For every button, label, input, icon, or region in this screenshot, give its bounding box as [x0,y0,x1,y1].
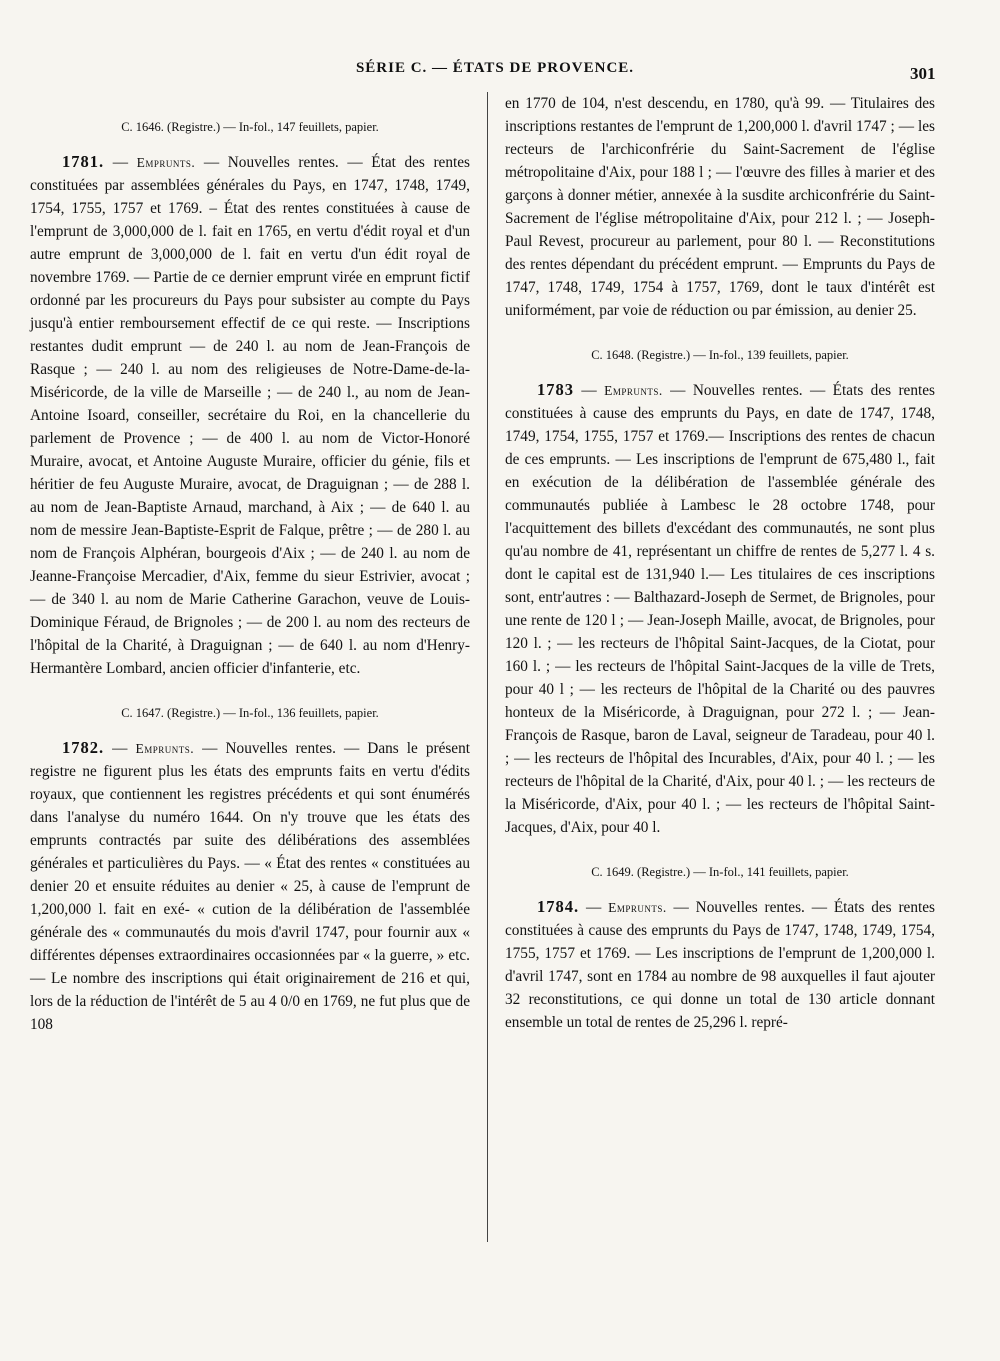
catalog-reference-1646: C. 1646. (Registre.) — In-fol., 147 feuillets, papier. [121,120,379,134]
catalog-reference-1648: C. 1648. (Registre.) — In-fol., 139 feuillets, papier. [591,348,849,362]
entry-keyword: Emprunts. [608,900,667,915]
entry-keyword: Emprunts. [136,155,196,170]
entry-year: 1781. [62,152,105,171]
entry-text: — Nouvelles rentes. — États des rentes constituées à cause des emprunts du Pays, en date de 1747, 1748, 1749, 1754, 1755, 1757 et 1769.— Inscriptions des rentes de chacun de ces emprunts. — Les inscriptions de l'emprunt de 675,480 l., fait en exécution de la délibération de l'assemblée générale des communautés publiée à Lambesc le 28 octobre 1748, pour l'acquittement des billets d'excédant des communautés, ne sont plus qu'au nombre de 41, représentant un chiffre de rentes de 5,277 l. 4 s. dont le capital est de 131,940 l.— Les titulaires de ces inscriptions sont, entr'autres : — Balthazard-Joseph de Sermet, de Brignoles, pour une rente de 120 l ; — Jean-Joseph Maille, avocat, de Brignoles, pour 120 l. ; — les recteurs de l'hôpital Saint-Jacques, de la Ciotat, pour 160 l. ; — les recteurs de l'hôpital Saint-Jacques de la ville de Trets, pour 40 l ; — les recteurs de l'hôpital de la Charité ou des pauvres honteux de la Miséricorde, à Draguignan, pour 272 l. ; — Jean-François de Rasque, baron de Laval, seigneur de Taradeau, pour 40 l. ; — les recteurs de l'hôpital des Incurables, d'Aix, pour 40 l. ; — les recteurs de l'hôpital de la Charité, d'Aix, pour 40 l. ; — les recteurs de la Miséricorde, d'Aix, pour 40 l. ; — les recteurs de l'hôpital Saint-Jacques, d'Aix, pour 40 l. [505,382,935,836]
entry-separator: — [574,382,605,399]
entry-separator: — [104,154,137,171]
running-title: SÉRIE C. — ÉTATS DE PROVENCE. [355,60,635,76]
entry-text: — Nouvelles rentes. — État des rentes constituées par assemblées générales du Pays, en 1747, 1748, 1749, 1754, 1755, 1757 et 1769. – État des rentes constituées à cause de l'emprunt de 3,000,000 de l. fait en 1765, en vertu d'édit royal et d'un autre emprunt de 3,000,000 de l. fait en vertu d'un édit royal de novembre 1769. — Partie de ce dernier emprunt virée en emprunt fictif ordonné par les procureurs du Pays pour subsister au compte du Pays jusqu'à entier remboursement effectif de ce qui reste. — Inscriptions restantes dudit emprunt — de 240 l. au nom de Jean-François de Rasque ; — 240 l. au nom des religieuses de Notre-Dame-de-la-Miséricorde, de la ville de Marseille ; — de 240 l., au nom de Jean-Antoine Isoard, conseiller, secrétaire du Roi, en la chancellerie du parlement de Provence ; — de 400 l. au nom de Victor-Honoré Muraire, avocat, et Antoine Auguste Muraire, officier du génie, fils et héritier de feu Auguste Muraire, avocat, de Draguignan ; — de 288 l. au nom de Jean-Baptiste Arnaud, marchand, à Aix ; — de 640 l. au nom de messire Jean-Baptiste-Esprit de Falque, prêtre ; — de 280 l. au nom de François Alphéran, bourgeois d'Aix ; — de 240 l. au nom de Jeanne-Françoise Mercadier, d'Aix, femme du sieur Estrivier, avocat ; — de 340 l. au nom de Marie Catherine Garachon, veuve de Louis-Dominique Féraud, de Brignoles ; — de 200 l. au nom des recteurs de l'hôpital de la Charité, à Draguignan ; — de 640 l. au nom d'Henry-Hermantère Lombard, ancien officier d'infanterie, etc. [30,154,470,677]
entry-year: 1782. [62,738,105,757]
entry-keyword: Emprunts. [135,741,195,756]
catalog-reference-1647: C. 1647. (Registre.) — In-fol., 136 feuillets, papier. [121,706,379,720]
entry-1781 [30,150,470,680]
entry-separator: — [579,899,609,916]
entry-1783 [505,378,935,839]
entry-keyword: Emprunts. [604,383,663,398]
entry-1782-continuation: en 1770 de 104, n'est descendu, en 1780, qu'à 99. — Titulaires des inscriptions restantes de l'emprunt de 1,200,000 l. d'avril 1747 ; — les recteurs de l'archiconfrérie du Saint-Sacrement de l'église métropolitaine d'Aix, pour 188 l ; — l'œuvre des filles à marier et des garçons à donner métier, annexée à la susdite archiconfrérie du Saint-Sacrement de l'église métropolitaine d'Aix, pour 212 l. ; — Joseph-Paul Revest, procureur au parlement, pour 80 l. — Reconstitutions des rentes dépendant du précédent emprunt. — Emprunts du Pays de 1747, 1748, 1749, 1754 à 1757, 1769, dont le taux d'intérêt est uniformément, par voie de réduction ou par émission, au denier 25. [505,95,935,319]
entry-year: 1784. [537,897,580,916]
catalog-reference-1649: C. 1649. (Registre.) — In-fol., 141 feuillets, papier. [591,865,849,879]
left-column [30,118,470,1036]
entry-1784 [505,895,935,1034]
page-number: 301 [910,64,936,83]
entry-1782 [30,736,470,1036]
right-column [505,92,935,1034]
column-divider [487,92,488,1242]
entry-text: — Nouvelles rentes. — États des rentes constituées à cause des emprunts du Pays de 1747, 1748, 1749, 1754, 1755, 1757 et 1769. — Les inscriptions de l'emprunt de 1,200,000 l. d'avril 1747, sont en 1784 au nombre de 98 auxquelles il faut ajouter 32 reconstitutions, ce qui donne un total de 130 article donnant ensemble un total de rentes de 25,296 l. repré- [505,899,935,1031]
entry-year: 1783 [537,380,574,399]
entry-separator: — [104,740,136,757]
entry-text: — Nouvelles rentes. — Dans le présent registre ne figurent plus les états des emprunts faits en vertu d'édits royaux, que contiennent les registres précédents et qui sont énumérés dans l'analyse du numéro 1644. On n'y trouve que les états des emprunts contractés par suite des délibérations des assemblées générales et particulières du Pays. — « État des rentes « constituées au denier 20 et ensuite réduites au denier « 25, à cause de l'emprunt de 1,200,000 l. fait en exé- « cution de la délibération de l'assemblée générale des « communautés du mois d'avril 1747, pour fournir aux « différentes dépenses extraordinaires occasionnées par « la guerre, » etc. — Le nombre des inscriptions qui était originairement de 216 et qui, lors de la réduction de l'intérêt de 5 au 4 0/0 en 1769, ne fut plus que de 108 [30,740,470,1033]
